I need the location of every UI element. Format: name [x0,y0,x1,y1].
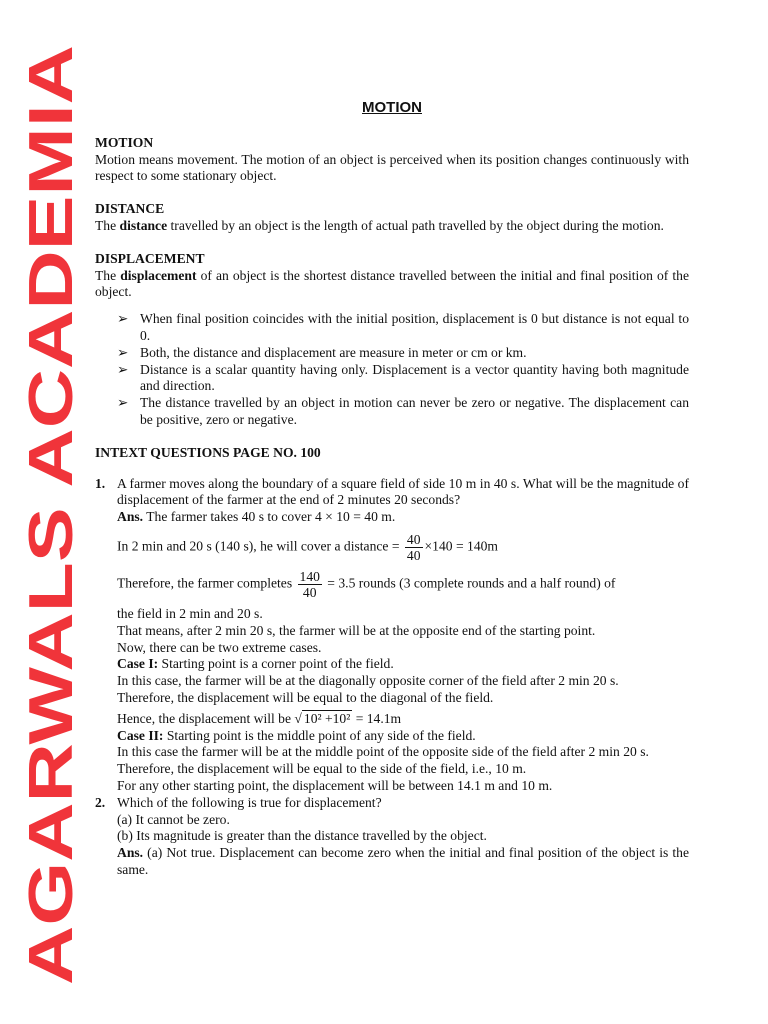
fraction [405,532,423,563]
answer-text: The farmer takes 40 s to cover 4 × 10 = 40 m. [143,509,396,525]
page-title: MOTION [362,99,422,116]
text: = 14.1m [352,710,402,726]
text: Hence, the displacement will be [117,710,295,726]
answer-line: the field in 2 min and 20 s. [117,605,263,621]
option: (a) It cannot be zero. [117,811,230,827]
answer-line: For any other starting point, the displacement will be between 14.1 m and 10 m. [117,777,553,793]
section-text [95,218,689,235]
question-text: Which of the following is true for displacement? [117,794,382,810]
case-label: Case II: [117,727,164,743]
arrow-bullet-icon: ➢ [117,361,129,377]
section-distance [95,201,689,235]
ans-label: Ans. [117,845,144,861]
arrow-bullet-icon: ➢ [117,395,129,411]
section-heading: DISTANCE [95,201,165,217]
arrow-bullet-icon: ➢ [117,344,129,360]
text: The [95,267,121,283]
list-item [95,345,689,362]
answer-line: In this case the farmer will be at the middle point of the opposite side of the field after 2 min 20 s. [117,744,649,760]
text: ×140 = 140m [424,538,498,554]
case-1 [117,656,689,673]
hence-equation: Hence, the displacement will be √ 10² +10² = 14.1m [117,710,402,726]
list-item [95,311,689,345]
bullet-list [95,311,689,429]
answer-line: Now, there can be two extreme cases. [117,639,322,655]
answer-text: Not true. Displacement can become zero when the initial and final position of the object is the same. [117,845,689,877]
bold-term: distance [119,217,168,233]
rounds-equation [117,569,689,600]
intext-heading: INTEXT QUESTIONS PAGE NO. 100 [95,444,321,460]
list-item-text: The distance travelled by an object in motion can never be zero or negative. The displacement can be positive, zero or negative. [140,395,689,427]
answer-line: In this case, the farmer will be at the diagonally opposite corner of the field after 2 min 20 s. [117,673,619,689]
list-item [95,362,689,396]
answer [117,509,689,526]
case-2 [117,728,689,745]
numerator: 140 [299,568,320,584]
arrow-bullet-icon: ➢ [117,311,129,327]
question-number: 1. [95,475,106,491]
text: The [95,217,120,233]
section-heading: MOTION [95,134,154,150]
sqrt-expression: 10² +10² [303,710,351,726]
watermark-text: AGARWALS ACADEMIA [17,275,86,985]
text: travelled by an object is the length of actual path travelled by the object during the motion. [167,217,664,233]
section-motion [95,135,689,185]
text: Therefore, the farmer completes [117,575,296,591]
list-item-text: When final position coincides with the initial position, displacement is 0 but distance is not equal to 0. [140,311,689,343]
answer [117,845,689,879]
list-item-text: Distance is a scalar quantity having only. Displacement is a vector quantity having both magnitude and direction. [140,361,689,394]
answer-line: Therefore, the displacement will be equal to the diagonal of the field. [117,689,494,705]
bold-term: displacement [120,267,197,283]
denominator: 40 [302,584,317,600]
case-text: Starting point is a corner point of the field. [158,656,394,672]
question-1 [95,476,689,795]
case-text: Starting point is the middle point of any side of the field. [163,727,476,743]
section-heading: DISPLACEMENT [95,250,205,266]
answer-option: (a) [143,845,163,861]
option: (b) Its magnitude is greater than the distance travelled by the object. [117,828,487,844]
text: In 2 min and 20 s (140 s), he will cover a distance = [117,538,403,554]
question-2 [95,795,689,879]
document-page [95,100,689,879]
list-item [95,395,689,429]
numerator: 40 [406,531,421,547]
fraction [298,569,322,600]
answer-line: That means, after 2 min 20 s, the farmer will be at the opposite end of the starting point. [117,622,596,638]
watermark [0,0,90,1024]
text: = 3.5 rounds (3 complete rounds and a half round) of [323,575,616,591]
ans-label: Ans. [117,509,144,525]
question-number: 2. [95,794,106,810]
section-text [95,268,689,302]
question-text: A farmer moves along the boundary of a square field of side 10 m in 40 s. What will be the magnitude of displacement of the farmer at the end of 2 minutes 20 seconds? [117,475,689,508]
denominator: 40 [406,547,421,563]
distance-equation [117,532,689,563]
section-text: Motion means movement. The motion of an object is perceived when its position changes continuously with respect to some stationary object. [95,151,689,184]
list-item-text: Both, the distance and displacement are measure in meter or cm or km. [140,344,527,360]
section-displacement [95,251,689,429]
answer-line: Therefore, the displacement will be equal to the side of the field, i.e., 10 m. [117,761,527,777]
case-label: Case I: [117,656,159,672]
text: of an object is the shortest distance travelled between the initial and final position of the object. [95,267,689,300]
